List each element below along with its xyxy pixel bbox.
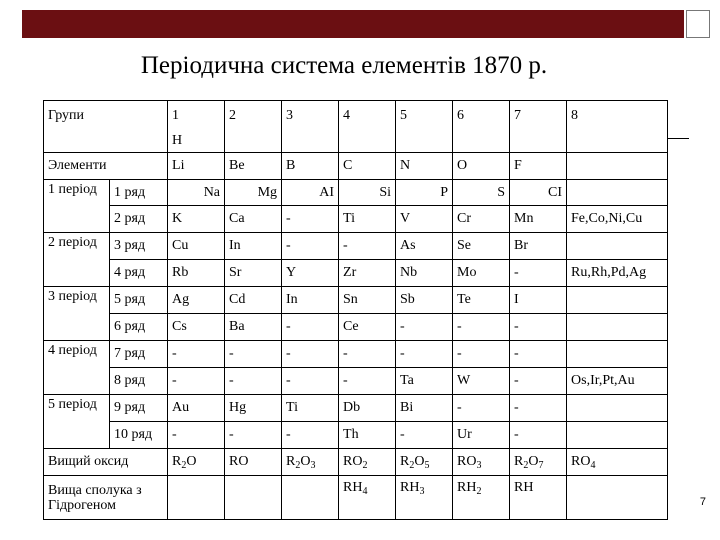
element-cell: Sb <box>396 287 453 314</box>
element-cell: Zr <box>339 260 396 287</box>
element-cell: As <box>396 233 453 260</box>
element-cell: - <box>510 368 567 395</box>
element-cell: Cs <box>168 314 225 341</box>
element-cell: In <box>282 287 339 314</box>
corner-box-decoration <box>686 10 710 38</box>
group-header: 6 <box>453 101 510 131</box>
row-label: 1 ряд <box>110 180 168 206</box>
element-cell: - <box>225 368 282 395</box>
table-row <box>44 368 668 395</box>
element-cell: Br <box>510 233 567 260</box>
elements-label: Элементи <box>44 153 168 180</box>
hydride-formula <box>168 476 225 520</box>
element-cell: - <box>510 422 567 449</box>
slide-title: Періодична система елементів 1870 р. <box>140 52 548 79</box>
row-label: 3 ряд <box>110 233 168 260</box>
element-cell: I <box>510 287 567 314</box>
group8-cell <box>567 422 668 449</box>
element-cell: Li <box>168 153 225 180</box>
element-cell: S <box>453 180 510 206</box>
title-bar-decoration <box>22 10 684 38</box>
hydride-label: Вища сполука з Гідрогеном <box>44 476 168 520</box>
element-cell: Ag <box>168 287 225 314</box>
divider-line <box>667 138 689 139</box>
period-label: 1 період <box>44 180 110 233</box>
element-cell: Db <box>339 395 396 422</box>
group-header: 2 <box>225 101 282 131</box>
element-cell: - <box>510 395 567 422</box>
element-cell: - <box>453 314 510 341</box>
hydride-formula <box>225 476 282 520</box>
element-cell: - <box>282 233 339 260</box>
element-cell: - <box>282 341 339 368</box>
group-header: 5 <box>396 101 453 131</box>
groups-label: Групи <box>44 101 168 131</box>
element-cell: - <box>339 368 396 395</box>
hydride-formula: $RH_4$ <box>339 476 396 520</box>
page-number: 7 <box>699 496 706 508</box>
oxide-formula: $R_2O_3$ <box>282 449 339 476</box>
element-cell: AI <box>282 180 339 206</box>
element-cell: C <box>339 153 396 180</box>
groups-row <box>44 101 668 131</box>
element-cell: Mg <box>225 180 282 206</box>
oxide-label: Вищий оксид <box>44 449 168 476</box>
group8-cell: Ru,Rh,Pd,Ag <box>567 260 668 287</box>
group8-cell <box>567 314 668 341</box>
element-cell: K <box>168 206 225 233</box>
element-cell: Rb <box>168 260 225 287</box>
hydride-formula: $RH_2$ <box>453 476 510 520</box>
period-label: 2 період <box>44 233 110 287</box>
group-header: 1 <box>168 101 225 131</box>
element-cell: Sr <box>225 260 282 287</box>
element-cell: - <box>282 422 339 449</box>
group-header: 3 <box>282 101 339 131</box>
light-elements-row <box>44 153 668 180</box>
element-cell: Th <box>339 422 396 449</box>
element-cell: W <box>453 368 510 395</box>
table-row <box>44 233 668 260</box>
oxide-formula: $R_2O$ <box>168 449 225 476</box>
group8-cell <box>567 180 668 206</box>
element-cell: Ce <box>339 314 396 341</box>
group-header: 4 <box>339 101 396 131</box>
period-label: 5 період <box>44 395 110 449</box>
element-cell: CI <box>510 180 567 206</box>
group8-cell <box>567 395 668 422</box>
element-cell: - <box>396 314 453 341</box>
element-cell: - <box>339 341 396 368</box>
element-cell: Ur <box>453 422 510 449</box>
group-header: 7 <box>510 101 567 131</box>
table-row <box>44 180 668 206</box>
element-cell: H <box>168 131 225 153</box>
group8-cell <box>567 341 668 368</box>
table-row <box>44 314 668 341</box>
element-cell: - <box>282 368 339 395</box>
row-label: 10 ряд <box>110 422 168 449</box>
element-cell: Te <box>453 287 510 314</box>
hydrogen-row <box>44 131 668 153</box>
element-cell: - <box>339 233 396 260</box>
table-row <box>44 206 668 233</box>
element-cell: Hg <box>225 395 282 422</box>
oxide-formula: $RO_2$ <box>339 449 396 476</box>
element-cell: B <box>282 153 339 180</box>
hydride-formula: $RH_3$ <box>396 476 453 520</box>
row-label: 9 ряд <box>110 395 168 422</box>
table-row <box>44 341 668 368</box>
element-cell: Se <box>453 233 510 260</box>
element-cell: - <box>510 314 567 341</box>
table-row <box>44 422 668 449</box>
element-cell: - <box>510 260 567 287</box>
row-label: 2 ряд <box>110 206 168 233</box>
element-cell: Au <box>168 395 225 422</box>
element-cell: N <box>396 153 453 180</box>
element-cell: Cd <box>225 287 282 314</box>
element-cell: - <box>396 422 453 449</box>
group8-cell: Fe,Co,Ni,Cu <box>567 206 668 233</box>
row-label: 5 ряд <box>110 287 168 314</box>
hydride-formula: RH <box>510 476 567 520</box>
element-cell: Mn <box>510 206 567 233</box>
element-cell: Sn <box>339 287 396 314</box>
element-cell: Cr <box>453 206 510 233</box>
hydride-formula <box>567 476 668 520</box>
element-cell: Nb <box>396 260 453 287</box>
group8-cell <box>567 287 668 314</box>
oxide-formula: $RO_3$ <box>453 449 510 476</box>
element-cell: Si <box>339 180 396 206</box>
row-label: 4 ряд <box>110 260 168 287</box>
table-row <box>44 287 668 314</box>
oxide-formula: $R_2O_7$ <box>510 449 567 476</box>
oxide-formula: RO <box>225 449 282 476</box>
element-cell: Be <box>225 153 282 180</box>
element-cell: - <box>282 314 339 341</box>
group-header: 8 <box>567 101 668 131</box>
element-cell: Bi <box>396 395 453 422</box>
element-cell: - <box>168 422 225 449</box>
oxide-formula: $RO_4$ <box>567 449 668 476</box>
element-cell: - <box>225 341 282 368</box>
element-cell: In <box>225 233 282 260</box>
element-cell: - <box>168 368 225 395</box>
element-cell: - <box>453 341 510 368</box>
element-cell: Cu <box>168 233 225 260</box>
element-cell: P <box>396 180 453 206</box>
element-cell: Ba <box>225 314 282 341</box>
element-cell: Na <box>168 180 225 206</box>
element-cell: Ti <box>339 206 396 233</box>
element-cell: Y <box>282 260 339 287</box>
group8-cell: Os,Ir,Pt,Au <box>567 368 668 395</box>
element-cell: - <box>453 395 510 422</box>
element-cell: Ti <box>282 395 339 422</box>
row-label: 6 ряд <box>110 314 168 341</box>
element-cell: - <box>225 422 282 449</box>
periodic-table <box>43 100 668 520</box>
hydride-formula <box>282 476 339 520</box>
element-cell: O <box>453 153 510 180</box>
element-cell: Ta <box>396 368 453 395</box>
element-cell: - <box>282 206 339 233</box>
element-cell: - <box>510 341 567 368</box>
element-cell: Mo <box>453 260 510 287</box>
oxide-formula: $R_2O_5$ <box>396 449 453 476</box>
row-label: 8 ряд <box>110 368 168 395</box>
row-label: 7 ряд <box>110 341 168 368</box>
element-cell: - <box>396 341 453 368</box>
oxide-row <box>44 449 668 476</box>
table-row <box>44 260 668 287</box>
element-cell: Ca <box>225 206 282 233</box>
group8-cell <box>567 233 668 260</box>
hydride-row <box>44 476 668 520</box>
element-cell: V <box>396 206 453 233</box>
element-cell: F <box>510 153 567 180</box>
period-label: 3 період <box>44 287 110 341</box>
table-row <box>44 395 668 422</box>
element-cell: - <box>168 341 225 368</box>
period-label: 4 період <box>44 341 110 395</box>
